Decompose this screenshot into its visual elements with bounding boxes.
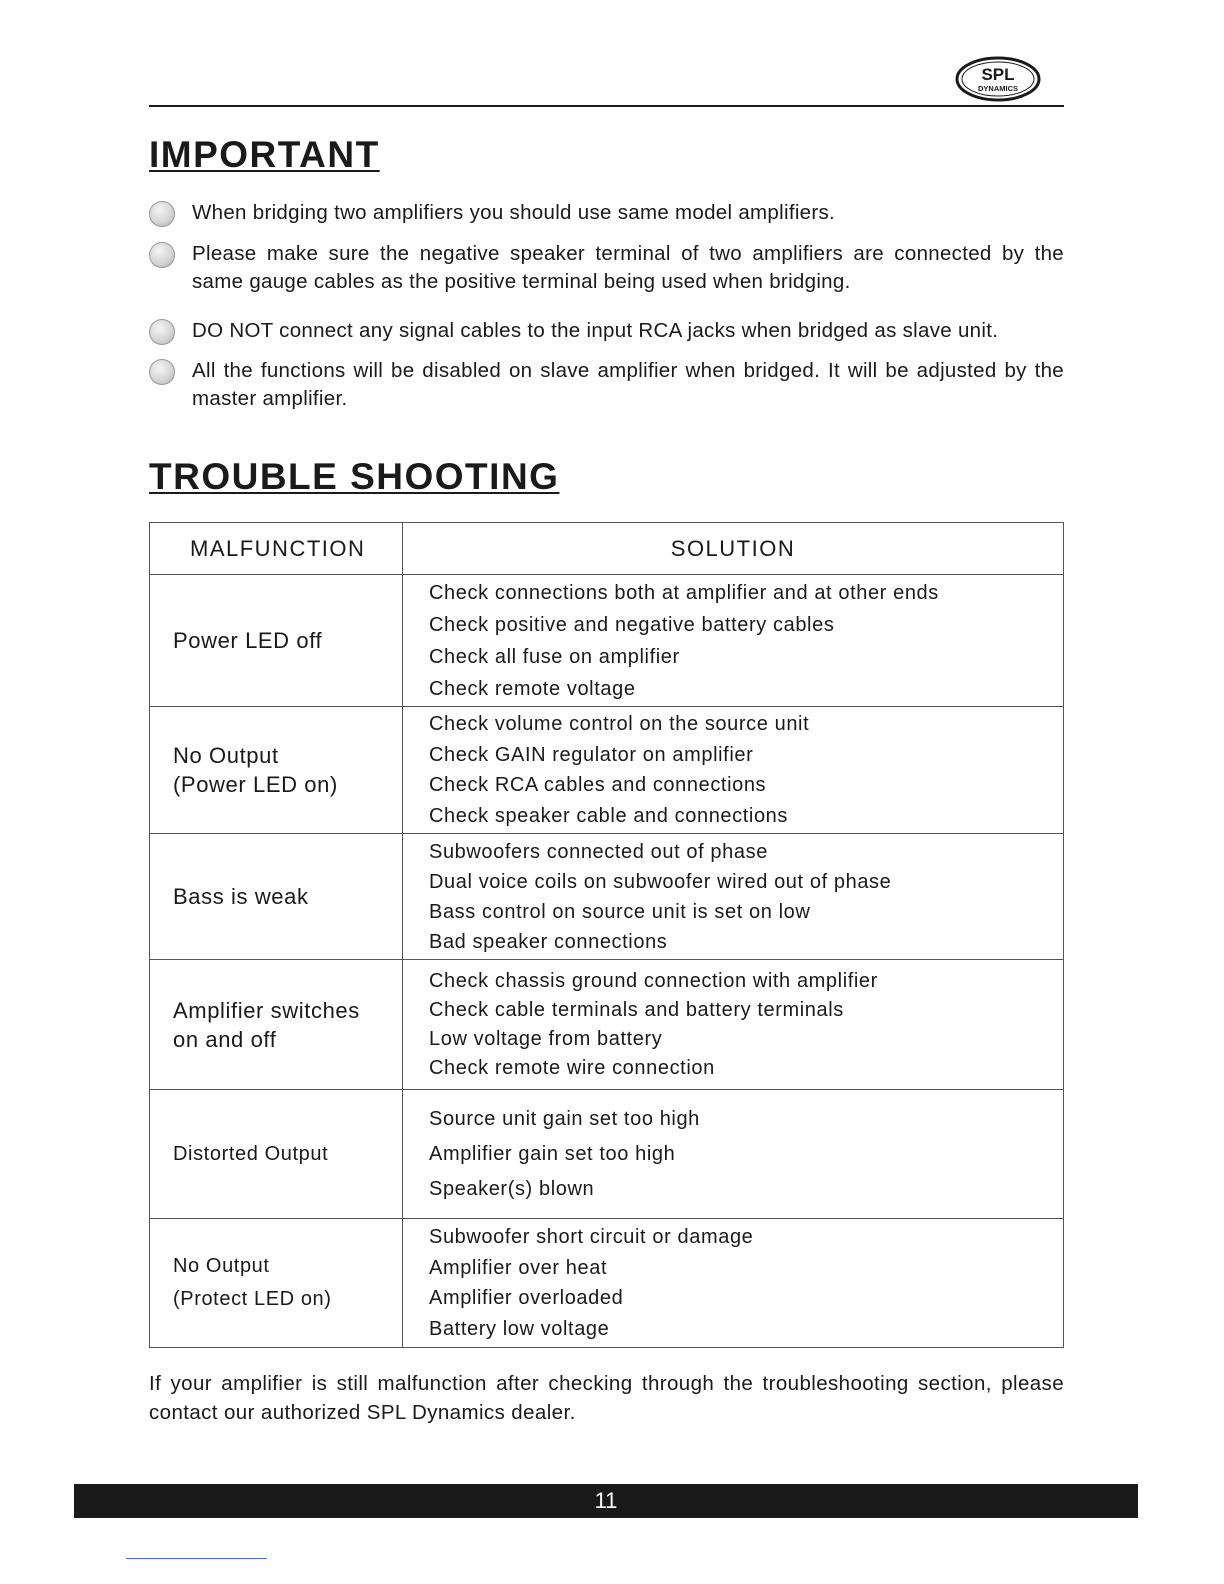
table-header-row [150, 523, 1064, 575]
solution-cell [403, 1090, 1064, 1219]
solution-line: Check volume control on the source unit [429, 713, 810, 735]
logo-brand: SPL [981, 65, 1015, 84]
solution-cell [403, 960, 1064, 1090]
important-note-text: Please make sure the negative speaker terminal of two amplifiers are connected by the same gauge cables as the positive terminal being used when bridging. [192, 242, 1064, 293]
important-note [149, 317, 1064, 345]
solution-line: Amplifier overloaded [429, 1287, 624, 1309]
solution-cell [403, 707, 1064, 834]
important-note [149, 199, 1064, 227]
malfunction-cell [150, 960, 403, 1090]
solution-line: Check connections both at amplifier and at other ends [429, 581, 939, 604]
solution-line: Speaker(s) blown [429, 1177, 595, 1200]
bottom-divider [126, 1558, 267, 1559]
malfunction-cell [150, 1090, 403, 1219]
bullet-icon [149, 359, 175, 385]
malfunction-line: Bass is weak [173, 884, 309, 909]
malfunction-cell [150, 707, 403, 834]
solution-line: Battery low voltage [429, 1317, 610, 1340]
header-rule [149, 105, 1064, 107]
important-note-text: DO NOT connect any signal cables to the input RCA jacks when bridged as slave unit. [192, 319, 999, 342]
solution-line: Subwoofers connected out of phase [429, 840, 768, 863]
troubleshooting-table [149, 522, 1064, 1348]
spl-dynamics-logo [955, 56, 1041, 102]
malfunction-line: (Protect LED on) [173, 1288, 332, 1310]
malfunction-cell [150, 575, 403, 707]
important-heading: IMPORTANT [149, 134, 380, 175]
solution-line: Check remote voltage [429, 677, 636, 700]
bullet-icon [149, 319, 175, 345]
malfunction-line: on and off [173, 1026, 277, 1052]
solution-line: Check speaker cable and connections [429, 804, 788, 827]
solution-line: Source unit gain set too high [429, 1107, 700, 1130]
logo-tagline: DYNAMICS [977, 84, 1019, 93]
solution-line: Check RCA cables and connections [429, 774, 767, 796]
solution-line: Low voltage from battery [429, 1027, 663, 1050]
page-number: 11 [594, 1488, 618, 1513]
solution-header: SOLUTION [403, 523, 1064, 575]
table-row [150, 1219, 1064, 1348]
important-note [149, 240, 1064, 296]
solution-line: Bad speaker connections [429, 930, 668, 953]
malfunction-line: No Output [173, 1255, 270, 1277]
solution-line: Subwoofer short circuit or damage [429, 1226, 754, 1248]
table-row [150, 1090, 1064, 1219]
closing-paragraph: If your amplifier is still malfunction after checking through the troubleshooting section, please contact our authorized SPL Dynamics dealer. [149, 1372, 1064, 1424]
solution-line: Amplifier over heat [429, 1256, 608, 1279]
important-note-text: When bridging two amplifiers you should use same model amplifiers. [192, 201, 836, 224]
table-row [150, 707, 1064, 834]
solution-line: Check cable terminals and battery terminals [429, 998, 844, 1021]
troubleshooting-heading: TROUBLE SHOOTING [149, 456, 560, 497]
malfunction-line: No Output [173, 743, 279, 768]
solution-cell [403, 834, 1064, 960]
solution-cell [403, 575, 1064, 707]
solution-line: Check positive and negative battery cables [429, 613, 835, 636]
important-note-text: All the functions will be disabled on slave amplifier when bridged. It will be adjusted by the master amplifier. [192, 359, 1064, 410]
solution-line: Dual voice coils on subwoofer wired out of phase [429, 870, 892, 893]
bullet-icon [149, 242, 175, 268]
malfunction-header: MALFUNCTION [150, 523, 403, 575]
malfunction-line: Power LED off [173, 628, 323, 653]
solution-line: Amplifier gain set too high [429, 1142, 676, 1165]
important-note [149, 357, 1064, 413]
solution-line: Bass control on source unit is set on low [429, 900, 811, 923]
table-row [150, 834, 1064, 960]
malfunction-cell [150, 1219, 403, 1348]
solution-line: Check remote wire connection [429, 1056, 715, 1079]
malfunction-line: Amplifier switches [173, 997, 360, 1023]
malfunction-line: (Power LED on) [173, 772, 338, 797]
table-row [150, 575, 1064, 707]
malfunction-cell [150, 834, 403, 960]
solution-line: Check GAIN regulator on amplifier [429, 743, 754, 766]
page-number-bar [74, 1484, 1138, 1518]
table-row [150, 960, 1064, 1090]
solution-cell [403, 1219, 1064, 1348]
bullet-icon [149, 201, 175, 227]
malfunction-line: Distorted Output [173, 1142, 329, 1165]
solution-line: Check all fuse on amplifier [429, 645, 680, 668]
solution-line: Check chassis ground connection with amplifier [429, 969, 878, 992]
